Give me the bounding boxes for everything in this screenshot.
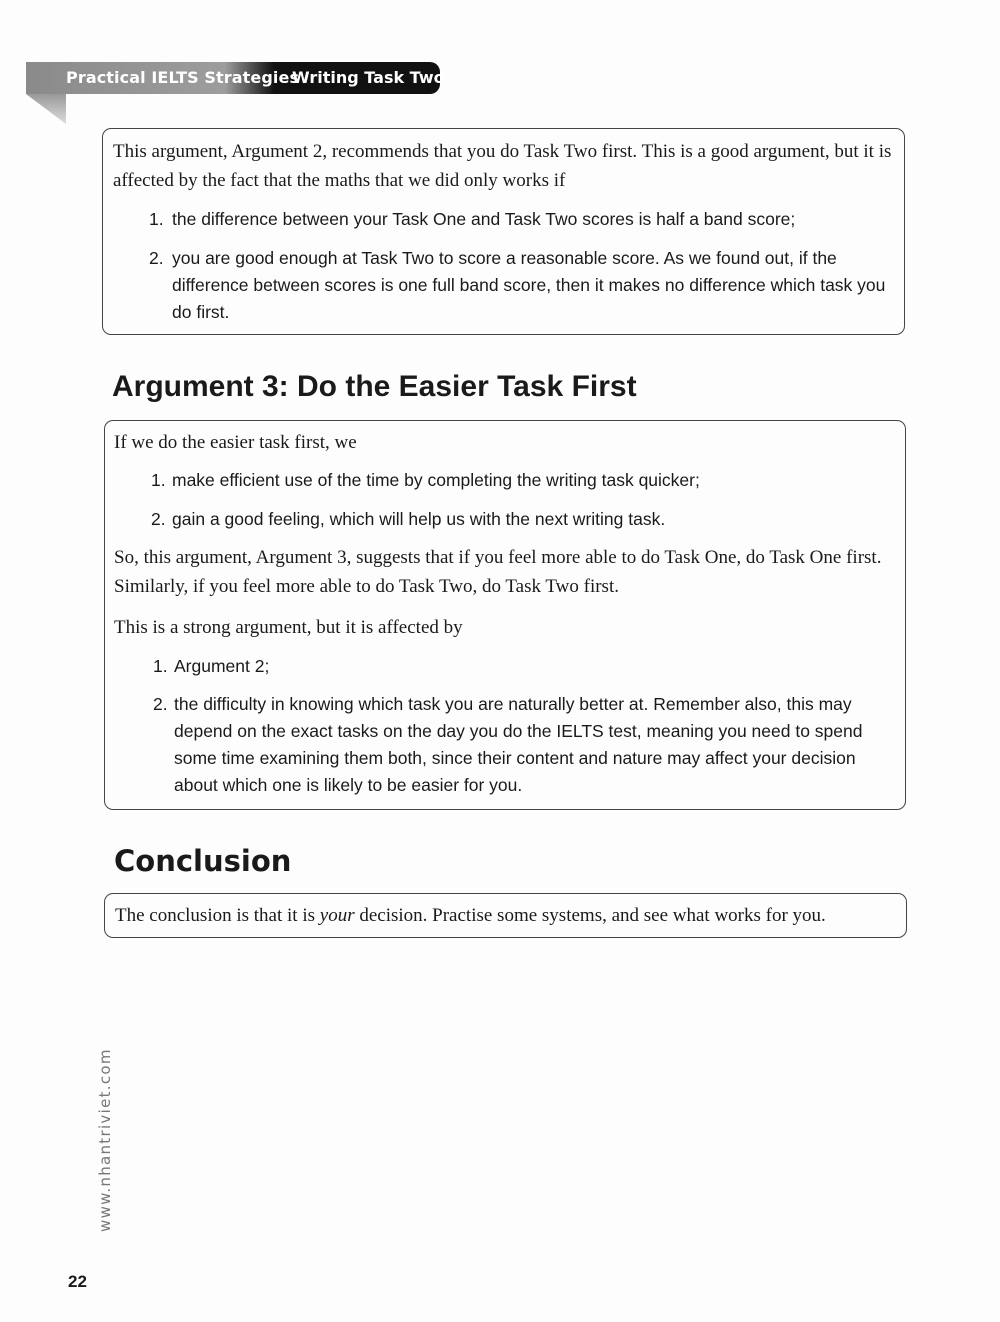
list-text: the difficulty in knowing which task you are naturally better at. Remember also, this may depend on the exact tasks on the day you do the IELTS test, meaning you need to spend some time examining them both, since their content and nature may affect your decision about which one is likely to be easier for you.: [174, 694, 863, 795]
list-number: 2.: [149, 248, 164, 268]
conclusion-emphasis: your: [319, 905, 355, 926]
list-item: [153, 691, 897, 799]
list-text: you are good enough at Task Two to score a reasonable score. As we found out, if the difference between scores is one full band score, then it makes no difference which task you do first.: [172, 248, 886, 322]
list-item: [153, 653, 897, 680]
list-text: the difference between your Task One and Task Two scores is half a band score;: [172, 209, 796, 229]
conclusion-box: [104, 893, 907, 938]
argument2-intro: This argument, Argument 2, recommends that you do Task Two first. This is a good argument, but it is affected by the fact that the maths that we did only works if: [113, 141, 892, 191]
argument3-caveat: This is a strong argument, but it is affected by: [114, 617, 463, 638]
list-text: make efficient use of the time by completing the writing task quicker;: [172, 470, 700, 490]
header-notch: [26, 94, 66, 124]
argument3-summary: So, this argument, Argument 3, suggests that if you feel more able to do Task One, do Task One first. Similarly, if you feel more able to do Task Two, do Task Two first.: [114, 547, 882, 597]
conclusion-text-start: The conclusion is that it is: [115, 905, 320, 926]
argument3-list-caveats: [114, 653, 897, 799]
list-number: 2.: [153, 694, 168, 714]
list-number: 1.: [153, 656, 168, 676]
list-text: Argument 2;: [174, 656, 270, 676]
section-title: Writing Task Two: [292, 68, 445, 87]
list-item: [149, 206, 896, 233]
argument3-box: [104, 420, 906, 810]
list-number: 1.: [149, 209, 164, 229]
argument3-heading: Argument 3: Do the Easier Task First: [112, 370, 637, 403]
argument3-intro: If we do the easier task first, we: [114, 432, 357, 453]
conclusion-text-end: decision. Practise some systems, and see what works for you.: [354, 905, 826, 926]
argument3-list-benefits: [114, 467, 897, 533]
conclusion-heading: Conclusion: [114, 844, 292, 878]
list-number: 1.: [151, 470, 166, 490]
argument2-list: [113, 206, 896, 326]
list-number: 2.: [151, 509, 166, 529]
list-item: [151, 467, 897, 494]
list-text: gain a good feeling, which will help us with the next writing task.: [172, 509, 666, 529]
page-number: 22: [68, 1272, 87, 1291]
list-item: [149, 245, 896, 326]
side-url-watermark: www.nhantriviet.com: [96, 1048, 114, 1232]
book-title: Practical IELTS Strategies: [66, 68, 300, 87]
list-item: [151, 506, 897, 533]
argument2-box: [102, 128, 905, 335]
conclusion-text: [115, 901, 898, 930]
